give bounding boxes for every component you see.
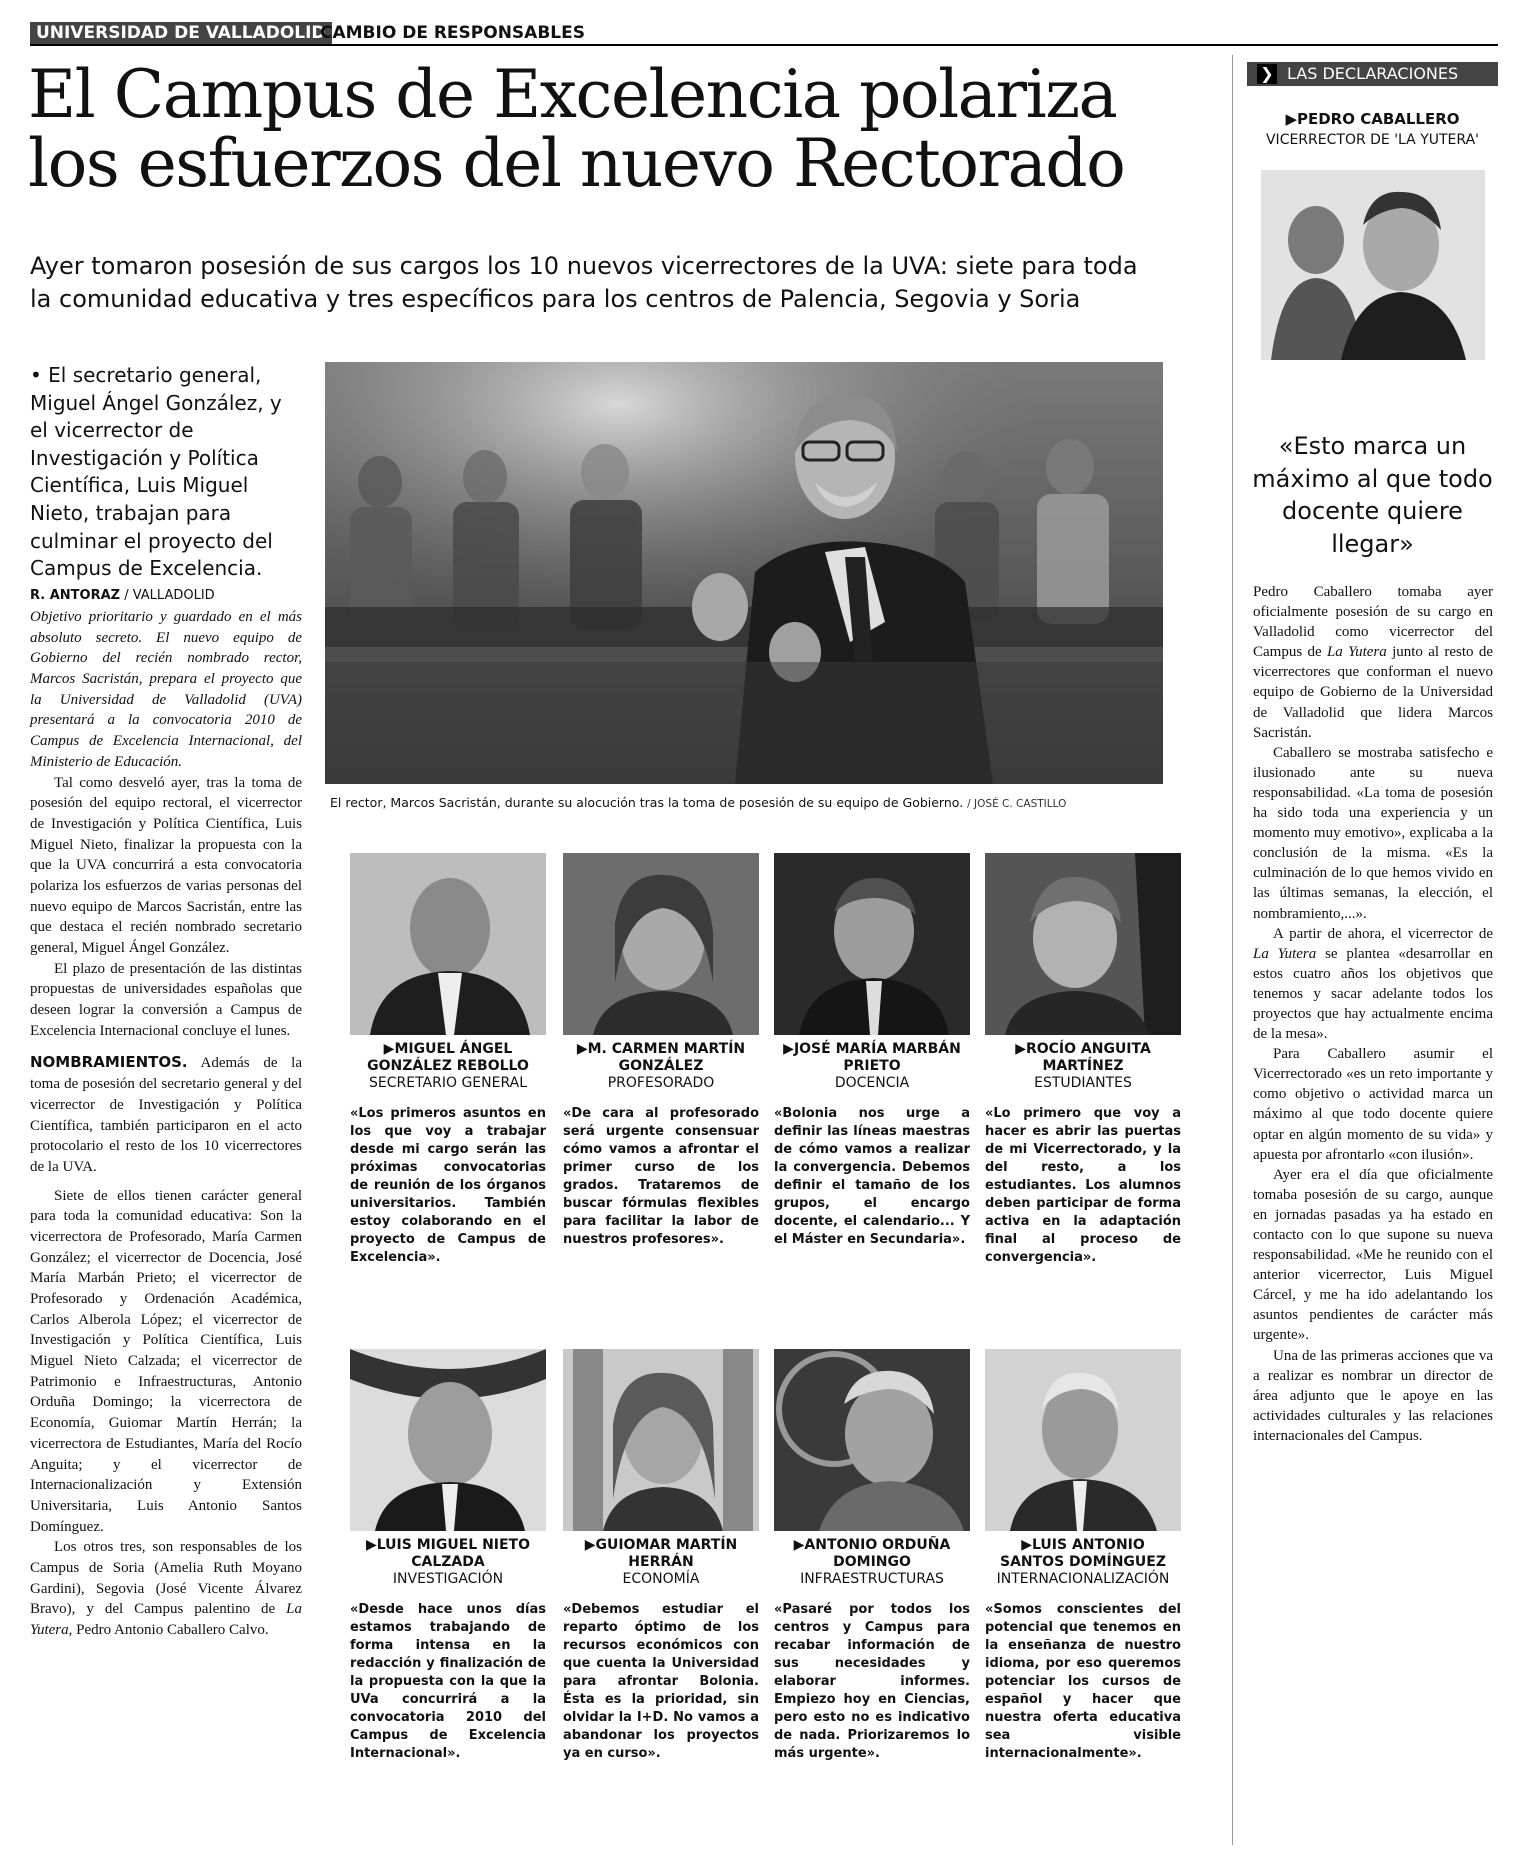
vicerrector-name: ▶MIGUEL ÁNGEL GONZÁLEZ REBOLLO SECRETARIO GENERAL [345,1041,551,1092]
vicerrector-quote: «Somos conscientes del potencial que tenemos en la enseñanza de nuestro idioma, por eso queremos potenciar los cursos de español y hacer que nuestra oferta educativa sea visible internacionalmente». [985,1602,1181,1761]
section-header [30,22,1498,46]
body-paragraph-5: Siete de ellos tienen carácter general para toda la comunidad educativa: Son la vicerrectora de Profesorado, María Carmen González; el vicerrector de Docencia, José María Marbán Prieto; el vicerrector de Profesorado y Ordenación Académica, Carlos Alberola López; el vicerrector de Investigación y Política Científica, Luis Miguel Nieto Calzada; el vicerrector de Patrimonio e Infraestructuras, Antonio Orduña Domingo; la vicerrectora de Economía, Guiomar Martín Herrán; la vicerrectora de Estudiantes, María del Rocío Anguita; y el vicerrector de Internacionalización y Extensión Universitaria, Luis Antonio Santos Domínguez. [30,1187,302,1535]
vicerrector-role: SECRETARIO GENERAL [369,1074,527,1091]
body-paragraph-6: Los otros tres, son responsables de los Campus de Soria (Amelia Ruth Moyano Gardini), Segovia (José Vicente Álvarez Bravo), y del Campus palentino de La Yutera, Pedro Antonio Caballero Calvo. [30,1539,303,1638]
portrait-photo [985,1349,1181,1531]
body-paragraph-3: El plazo de presentación de las distintas propuestas de universidades españolas que deseen lograr la conversión a Campus de Excelencia Internacional concluye el lunes. [30,960,302,1039]
sidebar-pull-quote: «Esto marca un máximo al que todo docente quiere llegar» [1252,432,1493,558]
portrait-photo [563,853,759,1035]
main-photo [325,362,1163,784]
vicerrector-role: ESTUDIANTES [1034,1074,1132,1091]
portrait-photo [774,853,970,1035]
vicerrector-name: ▶ANTONIO ORDUÑA DOMINGO INFRAESTRUCTURAS [769,1537,975,1588]
sidebar-person-name: ▶PEDRO CABALLERO [1285,110,1460,128]
vicerrector-role: PROFESORADO [607,1074,715,1091]
declarations-header [1247,62,1498,86]
body-paragraph-1: Objetivo prioritario y guardado en el más absoluto secreto. El nuevo equipo de Gobierno del recién nombrado rector, Marcos Sacristán, prepara el proyecto que la Universidad de Valladolid (UVA) presentará a la convocatoria 2010 de Campus de Excelencia Internacional, del Ministerio de Educación. [30,609,302,770]
portrait-photo [350,853,546,1035]
main-photo-image [325,362,1163,784]
vicerrector-name: ▶LUIS ANTONIO SANTOS DOMÍNGUEZ INTERNACIONALIZACIÓN [980,1537,1186,1588]
vicerrector-quote: «Bolonia nos urge a definir las líneas maestras de cómo vamos a realizar la convergencia. Debemos definir el tamaño de los grupos, el encargo docente, el calendario... Y el Máster en Secundaria». [774,1106,970,1247]
sidebar-paragraph-5: Ayer era el día que oficialmente tomaba posesión de su cargo, aunque en jornadas pasadas ya ha estado en contacto con lo que supone su nueva responsabilidad. «Me he reunido con el anterior vicerrector, Luis Miguel Cárcel, y me ha ido adelantando los asuntos pendientes de carácter más urgente». [1253,1166,1493,1344]
vicerrector-quote: «Pasaré por todos los centros y Campus para recabar información de sus necesidades y elaborar informes. Empiezo hoy en Ciencias, pero esto no es indicativo de nada. Priorizaremos lo más urgente». [774,1602,970,1761]
sidebar-person-role: VICERRECTOR DE 'LA YUTERA' [1265,132,1479,148]
column-divider [1232,55,1233,1845]
vicerrector-quote: «Desde hace unos días estamos trabajando de forma intensa en la redacción y finalización de la propuesta con la que la UVa concurrirá a la convocatoria 2010 del Campus de Excelencia Internacional». [350,1602,546,1761]
sidebar-paragraph-2: Caballero se mostraba satisfecho e ilusionado ante su nueva responsabilidad. «La toma de posesión ha sido toda una experiencia y un momento muy emotivo», explicaba a la conclusión de la misma. «Es la culminación de lo que hemos vivido en las últimas semanas, la elección, el nombramiento,...». [1253,744,1493,922]
topic-label: CAMBIO DE RESPONSABLES [320,23,585,43]
vicerrector-quote: «Los primeros asuntos en los que voy a trabajar desde mi cargo serán las próximas convocatorias de reunión de los órganos universitarios. También estoy colaborando en el proyecto de Campus de Excelencia». [350,1106,546,1265]
portrait-photo [563,1349,759,1531]
portrait-photo [774,1349,970,1531]
vicerrector-role: ECONOMÍA [622,1570,700,1587]
portrait-photo [350,1349,546,1531]
portrait-photo [985,853,1181,1035]
section-lead: NOMBRAMIENTOS. [30,1053,188,1072]
article-body [30,607,302,1641]
subheadline-line-2: la comunidad educativa y tres específicos para los centros de Palencia, Segovia y Soria [30,284,1081,313]
vicerrector-name: ▶ROCÍO ANGUITA MARTÍNEZ ESTUDIANTES [980,1041,1186,1092]
byline [30,588,215,604]
vicerrector-role: INTERNACIONALIZACIÓN [996,1570,1170,1587]
sidebar-paragraph-6: Una de las primeras acciones que va a realizar es nombrar un director de área adjunto que le apoye en las actividades culturales y las relaciones internacionales del Campus. [1253,1347,1493,1444]
vicerrector-name: ▶JOSÉ MARÍA MARBÁN PRIETO DOCENCIA [769,1041,975,1092]
headline-line-2: los esfuerzos del nuevo Rectorado [28,125,1125,203]
byline-place: / VALLADOLID [124,588,215,603]
vicerrector-name: ▶LUIS MIGUEL NIETO CALZADA INVESTIGACIÓN [345,1537,551,1588]
sidebar-paragraph-3: A partir de ahora, el vicerrector de La Yutera se plantea «desarrollar en estos cuatro años los objetivos que tenemos y sacar adelante todos los proyectos que hay actualmente encima de la mesa». [1253,925,1494,1043]
sidebar-body [1253,582,1493,1446]
caption-text: El rector, Marcos Sacristán, durante su alocución tras la toma de posesión de su equipo de Gobierno. [330,795,964,810]
vicerrector-quote: «De cara al profesorado será urgente consensuar cómo vamos a afrontar el primer curso de los grados. Trataremos de buscar fórmulas flexibles para facilitar la labor de nuestros profesores». [563,1106,759,1247]
sidebar-paragraph-4: Para Caballero asumir el Vicerrectorado «es un reto importante y como objetivo o actividad marca un máximo al que todo docente quiere optar en algún momento de su vida» y apuesta por afrontarlo «con ilusión». [1253,1046,1493,1163]
section-label: UNIVERSIDAD DE VALLADOLID [30,22,332,44]
vicerrector-name: ▶M. CARMEN MARTÍN GONZÁLEZ PROFESORADO [558,1041,764,1092]
vicerrector-quote: «Debemos estudiar el reparto óptimo de los recursos económicos con que cuenta la Universidad para afrontar Bolonia. Ésta es la prioridad, sin olvidar la I+D. No vamos a abandonar los proyectos ya en curso». [563,1602,759,1761]
body-paragraph-2: Tal como desveló ayer, tras la toma de posesión del equipo rectoral, el vicerrector de Investigación y Política Científica, Luis Miguel Nieto, finalizar la propuesta con la que la UVA concurrirá a esta convocatoria polariza los esfuerzos de varias personas del nuevo equipo de Marcos Sacristán, entre las que destaca el recién nombrado secretario general, Miguel Ángel González. [30,774,302,956]
caption-credit: / JOSÉ C. CASTILLO [967,798,1067,810]
subheadline [30,250,1220,316]
arrow-icon: ❯ [1257,64,1277,84]
headline-line-1: El Campus de Excelencia polariza [28,56,1117,133]
vicerrector-role: DOCENCIA [834,1074,910,1091]
body-paragraph-4: NOMBRAMIENTOS. Además de la toma de posesión del secretario general y del vicerrector de Investigación y Política Científica, también participaron en el acto protocolario el resto de los 10 vicerrectores de la UVA. [30,1053,302,1175]
sidebar-photo [1261,170,1485,360]
vicerrector-role: INFRAESTRUCTURAS [800,1570,944,1587]
sidebar-paragraph-1: Pedro Caballero tomaba ayer oficialmente posesión de su cargo en Valladolid como vicerrector del Campus de La Yutera junto al resto de vicerrectores que conforman el nuevo equipo de Gobierno de la Universidad de Valladolid que lidera Marcos Sacristán. [1253,584,1494,741]
highlight-bullet: • El secretario general, Miguel Ángel González, y el vicerrector de Investigación y Política Científica, Luis Miguel Nieto, trabajan para culminar el proyecto del Campus de Excelencia. [30,363,282,581]
declarations-header-label: LAS DECLARACIONES [1287,64,1459,83]
subheadline-line-1: Ayer tomaron posesión de sus cargos los 10 nuevos vicerrectores de la UVA: siete para toda [30,252,1138,280]
vicerrector-quote: «Lo primero que voy a hacer es abrir las puertas de mi Vicerrectorado, y la del resto, a los estudiantes. Los alumnos deben participar de forma activa en la adaptación final al proceso de convergencia». [985,1106,1181,1265]
vicerrector-role: INVESTIGACIÓN [392,1570,504,1587]
headline [28,56,1218,203]
byline-author: R. ANTORAZ [30,588,121,603]
photo-caption [330,795,1160,811]
vicerrector-name: ▶GUIOMAR MARTÍN HERRÁN ECONOMÍA [558,1537,764,1588]
